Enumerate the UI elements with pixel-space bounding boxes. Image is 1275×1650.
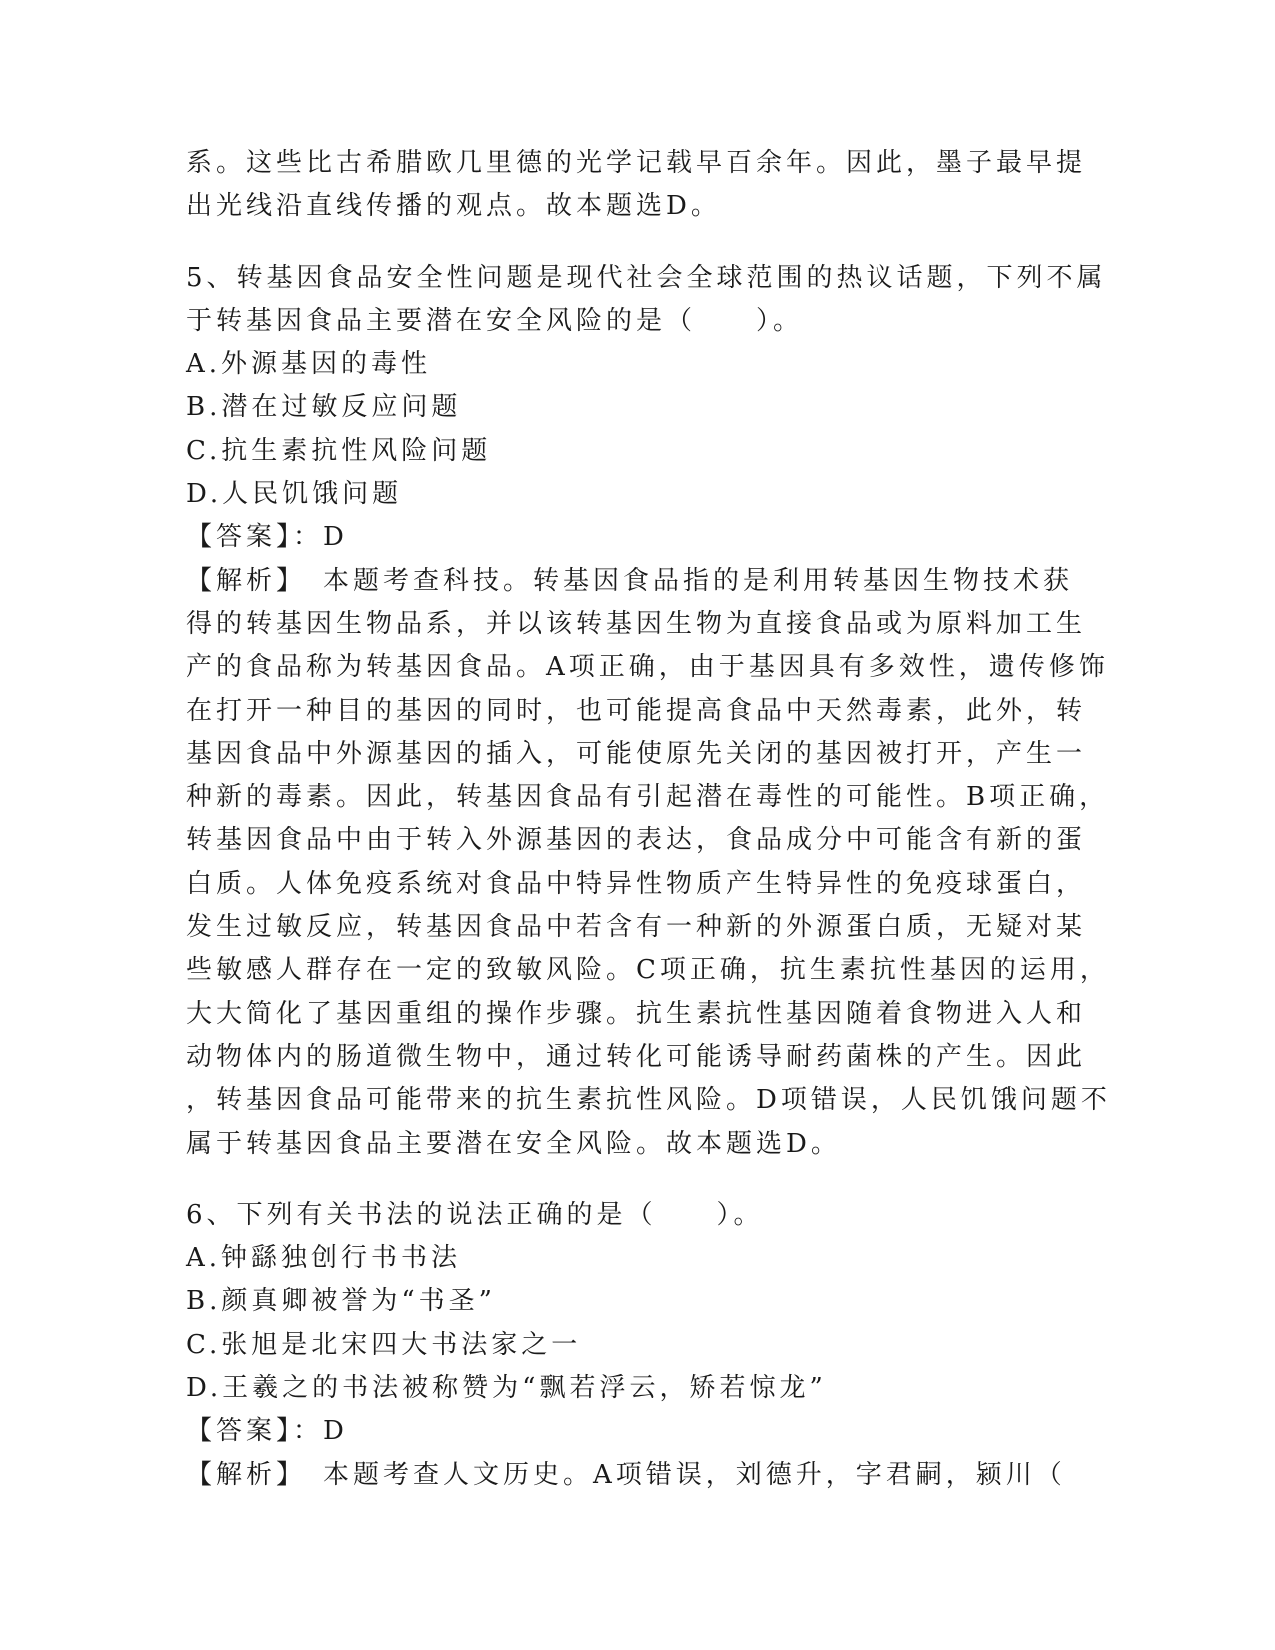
analysis-line: 些敏感人群存在一定的致敏风险。C项正确，抗生素抗性基因的运用， (186, 955, 1110, 986)
analysis-line: 动物体内的肠道微生物中，通过转化可能诱导耐药菌株的产生。因此 (186, 1041, 1087, 1072)
analysis-line: 白质。人体免疫系统对食品中特异性物质产生特异性的免疫球蛋白， (186, 868, 1087, 899)
analysis-line: 转基因食品中由于转入外源基因的表达，食品成分中可能含有新的蛋 (186, 825, 1087, 856)
question-5 (186, 257, 1111, 1166)
analysis-line: 种新的毒素。因此，转基因食品有引起潜在毒性的可能性。B项正确， (186, 782, 1110, 813)
analysis-line: 基因食品中外源基因的插入，可能使原先关闭的基因被打开，产生一 (186, 738, 1087, 769)
option-b: B.颜真卿被誉为“书圣” (186, 1286, 496, 1317)
option-c: C.张旭是北宋四大书法家之一 (186, 1329, 582, 1360)
analysis-line: ，转基因食品可能带来的抗生素抗性风险。D项错误，人民饥饿问题不 (186, 1085, 1111, 1116)
option-c: C.抗生素抗性风险问题 (186, 435, 492, 466)
question-text: 5、转基因食品安全性问题是现代社会全球范围的热议话题，下列不属 (186, 262, 1107, 293)
paragraph-gap (186, 229, 1066, 257)
question-text: 于转基因食品主要潜在安全风险的是（ ）。 (186, 305, 804, 336)
analysis-line: 发生过敏反应，转基因食品中若含有一种新的外源蛋白质，无疑对某 (186, 912, 1087, 943)
document-content (186, 142, 1111, 1497)
answer-line: 【答案】：D (186, 522, 348, 553)
text-line: 出光线沿直线传播的观点。故本题选D。 (186, 191, 721, 222)
analysis-line: 【解析】 本题考查人文历史。A项错误，刘德升，字君嗣，颍川（ (186, 1459, 1066, 1490)
analysis-line: 大大简化了基因重组的操作步骤。抗生素抗性基因随着食物进入人和 (186, 998, 1087, 1029)
question-text: 6、下列有关书法的说法正确的是（ ）。 (186, 1199, 764, 1230)
intro-paragraph (186, 142, 1087, 229)
text-line: 系。这些比古希腊欧几里德的光学记载早百余年。因此，墨子最早提 (186, 148, 1087, 178)
option-d: D.王羲之的书法被称赞为“飘若浮云，矫若惊龙” (186, 1373, 827, 1404)
answer-line: 【答案】：D (186, 1416, 348, 1447)
analysis-line: 属于转基因食品主要潜在安全风险。故本题选D。 (186, 1128, 841, 1159)
paragraph-gap (186, 1166, 1066, 1194)
analysis-line: 产的食品称为转基因食品。A项正确，由于基因具有多效性，遗传修饰 (186, 652, 1109, 683)
question-6 (186, 1194, 1066, 1497)
option-b: B.潜在过敏反应问题 (186, 392, 462, 423)
option-d: D.人民饥饿问题 (186, 479, 403, 510)
option-a: A.钟繇独创行书书法 (186, 1243, 462, 1274)
option-a: A.外源基因的毒性 (186, 349, 432, 380)
analysis-line: 得的转基因生物品系，并以该转基因生物为直接食品或为原料加工生 (186, 608, 1087, 639)
analysis-line: 【解析】 本题考查科技。转基因食品指的是利用转基因生物技术获 (186, 565, 1074, 596)
analysis-line: 在打开一种目的基因的同时，也可能提高食品中天然毒素，此外，转 (186, 695, 1087, 726)
